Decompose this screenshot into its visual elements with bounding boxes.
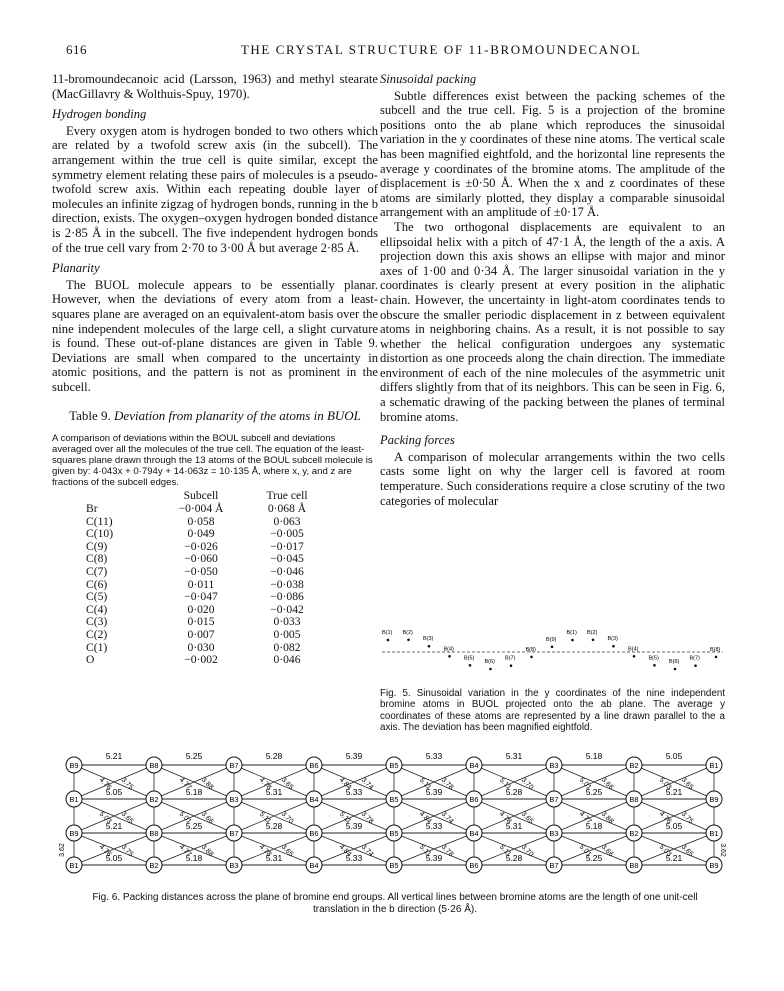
bromine-label: B(2) xyxy=(402,629,413,636)
distance-label: 5.31 xyxy=(265,787,283,797)
fig5-plot xyxy=(380,592,725,682)
distance-label: 4.77 xyxy=(177,843,193,859)
paragraph: The BUOL molecule appears to be essentially planar. However, when the deviations of every atom from a least-squares plane are averaged on an equivalent-atom basis over the nine independent molecules of the large cell, a slight curvature is found. These out-of-plane distances are given in Table 9. Deviations are small when compared to the uncertainty in atomic positions, and the pattern is not as prominent in the subcell. xyxy=(52,277,378,394)
distance-label: 3.65 xyxy=(679,776,695,792)
bromine-node-label: B1 xyxy=(69,795,79,804)
distance-label: 3.66 xyxy=(599,776,615,792)
bromine-node-label: B2 xyxy=(629,761,639,770)
distance-label: 5.39 xyxy=(345,751,363,761)
distance-label: 5.18 xyxy=(585,751,603,761)
paragraph: Every oxygen atom is hydrogen bonded to two others which are related by a twofold screw axis (in the subcell). The arrangement within the true cell is quite similar, except the symmetry element relating these pairs of molecules is a pseudo-twofold screw axis. Within each repeating double layer of molecules an infinite zigzag of hydrogen bonds, running in the b direction, exists. The oxygen–oxygen hydrogen bonded distance is 2·85 Å in the subcell. The five independent hydrogen bonds of the true cell vary from 2·70 to 3·00 Å but average 2·85 Å. xyxy=(52,123,378,255)
section-heading-sinusoidal: Sinusoidal packing xyxy=(380,72,477,86)
bromine-node-label: B9 xyxy=(709,861,719,870)
distance-label: 3.88 xyxy=(199,843,215,859)
deviation-value: 0·015 xyxy=(187,615,215,629)
deviation-value: −0·017 xyxy=(270,539,304,553)
distance-label: 3.88 xyxy=(599,810,615,826)
bromine-node-label: B2 xyxy=(149,795,159,804)
bromine-label: B(2) xyxy=(587,629,598,636)
distance-label: 5.28 xyxy=(505,853,523,863)
bromine-node-label: B8 xyxy=(629,861,639,870)
distance-label: 4.76 xyxy=(657,810,673,826)
bromine-label: B(4) xyxy=(628,646,639,653)
distance-label: 3.78 xyxy=(439,843,455,859)
bromine-node-label: B4 xyxy=(309,861,319,870)
bromine-node-label: B7 xyxy=(229,829,239,838)
table-row xyxy=(86,503,332,516)
distance-label: 3.66 xyxy=(199,810,215,826)
distance-label: 5.31 xyxy=(265,853,283,863)
table-row xyxy=(86,591,332,604)
section-heading-hydrogen-bonding: Hydrogen bonding xyxy=(52,107,147,122)
distance-label: 5.25 xyxy=(185,821,203,831)
distance-label: 5.11 xyxy=(417,776,433,792)
distance-label: 3.66 xyxy=(599,843,615,859)
distance-label: 5.03 xyxy=(97,810,113,826)
deviation-value: 0·068 Å xyxy=(267,502,307,516)
distance-label: 5.33 xyxy=(345,853,363,863)
bromine-label: B(5) xyxy=(648,655,659,662)
table-note: A comparison of deviations within the BOUL subcell and deviations averaged over all the molecules of the true cell. The equation of the least-squares plane drawn through the 13 atoms of the BOUL subcell molecule is given by: 4·043x + 0·794y + 14·063z = 10·135 Å, where x, y, and z are fractions of the subcell edges. xyxy=(52,433,373,489)
section-heading-packing-forces: Packing forces xyxy=(380,433,455,448)
table-title xyxy=(52,408,378,423)
bromine-label: B(3) xyxy=(423,636,434,643)
distance-label: 3.75 xyxy=(119,776,135,792)
atom-label: C(7) xyxy=(86,565,108,579)
distance-label: 5.33 xyxy=(425,821,443,831)
deviation-value: 0·030 xyxy=(187,640,215,654)
table-row xyxy=(86,629,332,642)
distance-label: 4.76 xyxy=(97,843,113,859)
paragraph: Subtle differences exist between the packing schemes of the subcell and the true cell. Fig. 5 is a projection of the bromine positions onto the ab plane which reproduces the sinusoidal variation in the y coordinates of these nine atoms. The vertical scale has been magnified eightfold, and the horizontal line represents the average y coordinates of the bromine atoms. The amplitude of the displacement is ±0·50 Å. When the x and z coordinates of these atoms are similarly plotted, they display a comparable sinusoidal arrangement with an amplitude of ±0·17 Å. xyxy=(380,88,725,220)
bromine-node-label: B8 xyxy=(149,829,159,838)
distance-label: 4.84 xyxy=(417,810,433,826)
distance-label: 5.18 xyxy=(185,853,203,863)
distance-label: 3.65 xyxy=(519,810,535,826)
deviation-value: 0·082 xyxy=(273,640,301,654)
atom-label: C(4) xyxy=(86,602,108,616)
distance-label: 3.70 xyxy=(519,776,535,792)
running-title: THE CRYSTAL STRUCTURE OF 11-BROMOUNDECANOL xyxy=(240,42,642,57)
fig5-caption: Fig. 5. Sinusoidal variation in the y coordinates of the nine independent bromine atoms in BUOL projected onto the ab plane. The average y coordinates of these atoms are represented by a line drawn parallel to the a axis. The deviation has been magnified eightfold. xyxy=(380,688,725,734)
bromine-label: B(4) xyxy=(443,646,454,653)
distance-label: 5.31 xyxy=(505,751,523,761)
bromine-node-label: B5 xyxy=(389,829,399,838)
paragraph: 11-bromoundecanoic acid (Larsson, 1963) and methyl stearate (MacGillavry & Wolthuis-Spuy, 1970). xyxy=(52,72,378,101)
bromine-node-label: B1 xyxy=(709,829,719,838)
distance-label: 4.78 xyxy=(497,810,513,826)
distance-label: 3.78 xyxy=(439,776,455,792)
distance-label: 3.70 xyxy=(279,810,295,826)
bromine-node-label: B6 xyxy=(469,861,479,870)
atom-label: C(2) xyxy=(86,628,108,641)
distance-label: 5.21 xyxy=(665,787,683,797)
distance-label: 4.77 xyxy=(577,810,593,826)
distance-label: 4.77 xyxy=(177,776,193,792)
distance-label: 4.84 xyxy=(337,776,353,792)
distance-label: 5.28 xyxy=(265,821,283,831)
bromine-node-label: B1 xyxy=(709,761,719,770)
distance-label: 3.65 xyxy=(679,843,695,859)
distance-label: 5.28 xyxy=(505,787,523,797)
atom-label: O xyxy=(86,653,95,667)
distance-label: 5.05 xyxy=(665,821,683,831)
distance-label: 5.03 xyxy=(657,776,673,792)
bromine-label: B(1) xyxy=(382,630,393,637)
distance-label: 3.65 xyxy=(119,810,135,826)
bromine-label: B(9) xyxy=(546,636,557,643)
bromine-point xyxy=(387,639,390,642)
bromine-node-label: B3 xyxy=(229,861,239,870)
table-number: Table 9. xyxy=(69,408,111,424)
deviation-value: 0·020 xyxy=(187,602,215,616)
distance-label: 5.39 xyxy=(345,821,363,831)
deviation-value: −0·002 xyxy=(184,653,218,667)
deviation-value: −0·086 xyxy=(270,590,304,604)
table-row xyxy=(86,654,332,667)
distance-label: 5.33 xyxy=(425,751,443,761)
distance-label: 5.11 xyxy=(337,810,353,826)
bromine-node-label: B6 xyxy=(469,795,479,804)
bromine-point xyxy=(653,664,656,667)
bromine-node-label: B9 xyxy=(69,829,79,838)
bromine-node-label: B1 xyxy=(69,861,79,870)
deviation-value: −0·005 xyxy=(270,527,304,541)
bromine-node-label: B3 xyxy=(549,829,559,838)
distance-label: 3.74 xyxy=(359,843,375,859)
bromine-label: B(8) xyxy=(710,646,721,653)
bromine-point xyxy=(469,664,472,667)
atom-label: C(9) xyxy=(86,539,108,553)
paragraph: The two orthogonal displacements are equivalent to an ellipsoidal helix with a pitch of 47·1 Å, the length of the a axis. A projection down this axis shows an ellipse with major and minor axes of 1·00 and 0·34 Å. The larger sinusoidal variation in the y coordinates is clearly present at every position in the aliphatic chain. However, the uncertainty in light-atom coordinates tends to obscure the smaller periodic displacement in z between equivalent atoms in neighboring chains. As a result, it is not possible to say whether the helical configuration undergoes any systematic distortion as one proceeds along the chain direction. The immediate environment of each of the nine molecules of the asymmetric unit differs slightly from that of its neighbors. This can be seen in Fig. 6, a schematic drawing of the packing between the planes of terminal bromine atoms. xyxy=(380,219,725,424)
bromine-node-label: B5 xyxy=(389,861,399,870)
bromine-point xyxy=(592,638,595,641)
distance-label: 5.18 xyxy=(585,821,603,831)
bromine-label: B(3) xyxy=(607,636,618,643)
bromine-node-label: B8 xyxy=(149,761,159,770)
distance-label: 5.21 xyxy=(665,853,683,863)
distance-label: 3.78 xyxy=(359,810,375,826)
bromine-node-label: B3 xyxy=(229,795,239,804)
bromine-point xyxy=(551,645,554,648)
atom-label: C(3) xyxy=(86,615,108,629)
bromine-point xyxy=(571,639,574,642)
bromine-node-label: B2 xyxy=(629,829,639,838)
bromine-node-label: B4 xyxy=(309,795,319,804)
distance-label: 5.25 xyxy=(585,787,603,797)
fig6-diagram xyxy=(60,745,725,885)
bromine-point xyxy=(674,668,677,671)
bromine-node-label: B3 xyxy=(549,761,559,770)
deviation-value: 0·049 xyxy=(187,527,215,541)
distance-label: 3.62 xyxy=(59,843,66,857)
distance-label: 3.88 xyxy=(199,776,215,792)
atom-label: C(6) xyxy=(86,577,108,591)
table-header: True cell xyxy=(266,489,308,503)
distance-label: 3.74 xyxy=(439,810,455,826)
distance-label: 4.84 xyxy=(337,843,353,859)
deviation-value: −0·060 xyxy=(184,552,218,566)
bromine-point xyxy=(448,655,451,658)
bromine-label: B(5) xyxy=(464,655,475,662)
left-column xyxy=(52,72,378,667)
bromine-label: B(6) xyxy=(484,658,495,665)
bromine-point xyxy=(715,656,718,659)
atom-label: Br xyxy=(86,502,98,516)
bromine-point xyxy=(530,656,533,659)
atom-label: C(8) xyxy=(86,552,108,566)
deviation-value: 0·007 xyxy=(187,628,215,641)
distance-label: 5.11 xyxy=(257,810,273,826)
distance-label: 3.62 xyxy=(719,843,726,857)
distance-label: 5.18 xyxy=(185,787,203,797)
page-number: 616 xyxy=(66,42,87,57)
table-row xyxy=(86,528,332,541)
table-row xyxy=(86,566,332,579)
deviation-value: −0·046 xyxy=(270,565,304,579)
distance-label: 5.39 xyxy=(425,853,443,863)
deviation-value: 0·011 xyxy=(187,577,215,591)
bromine-label: B(1) xyxy=(566,630,577,637)
atom-label: C(5) xyxy=(86,590,108,604)
table-header: Subcell xyxy=(183,489,219,503)
right-column xyxy=(380,72,725,508)
bromine-node-label: B2 xyxy=(149,861,159,870)
distance-label: 5.03 xyxy=(657,843,673,859)
distance-label: 4.78 xyxy=(257,843,273,859)
distance-label: 3.70 xyxy=(519,843,535,859)
paragraph: A comparison of molecular arrangements within the two cells casts some light on why the larger cell is favored at room temperature. Such considerations require a close scrutiny of the two categories of molecular xyxy=(380,449,725,508)
bromine-node-label: B7 xyxy=(549,795,559,804)
bromine-point xyxy=(633,655,636,658)
distance-label: 5.33 xyxy=(345,787,363,797)
bromine-node-label: B4 xyxy=(469,761,479,770)
bromine-node-label: B6 xyxy=(309,829,319,838)
bromine-point xyxy=(407,638,410,641)
deviation-value: −0·042 xyxy=(270,602,304,616)
bromine-label: B(7) xyxy=(505,655,516,662)
bromine-label: B(8) xyxy=(525,646,536,653)
atom-label: C(11) xyxy=(86,514,113,528)
distance-label: 4.76 xyxy=(97,776,113,792)
distance-label: 5.05 xyxy=(105,853,123,863)
bromine-label: B(6) xyxy=(669,658,680,665)
deviation-table xyxy=(86,490,332,666)
bromine-node-label: B9 xyxy=(709,795,719,804)
deviation-value: 0·058 xyxy=(187,514,215,528)
distance-label: 5.21 xyxy=(105,821,123,831)
bromine-node-label: B7 xyxy=(549,861,559,870)
distance-label: 5.05 xyxy=(665,751,683,761)
bromine-node-label: B5 xyxy=(389,761,399,770)
distance-label: 3.65 xyxy=(279,843,295,859)
deviation-value: 0·063 xyxy=(273,514,301,528)
distance-label: 5.11 xyxy=(497,776,513,792)
bromine-point xyxy=(489,668,492,671)
bromine-node-label: B8 xyxy=(629,795,639,804)
deviation-value: 0·033 xyxy=(273,615,301,629)
distance-label: 3.65 xyxy=(279,776,295,792)
deviation-value: −0·045 xyxy=(270,552,304,566)
bromine-node-label: B4 xyxy=(469,829,479,838)
bromine-node-label: B5 xyxy=(389,795,399,804)
distance-label: 5.01 xyxy=(577,843,593,859)
distance-label: 5.25 xyxy=(585,853,603,863)
distance-label: 5.39 xyxy=(425,787,443,797)
bromine-point xyxy=(510,664,513,667)
deviation-value: −0·026 xyxy=(184,539,218,553)
bromine-label: B(7) xyxy=(689,655,700,662)
distance-label: 5.01 xyxy=(177,810,193,826)
distance-label: 3.74 xyxy=(359,776,375,792)
atom-label: C(10) xyxy=(86,527,114,541)
distance-label: 5.01 xyxy=(577,776,593,792)
deviation-value: −0·050 xyxy=(184,565,218,579)
distance-label: 3.75 xyxy=(679,810,695,826)
deviation-value: 0·005 xyxy=(273,628,301,641)
distance-label: 5.05 xyxy=(105,787,123,797)
distance-label: 5.28 xyxy=(265,751,283,761)
distance-label: 5.25 xyxy=(185,751,203,761)
bromine-node-label: B6 xyxy=(309,761,319,770)
bromine-node-label: B9 xyxy=(69,761,79,770)
deviation-value: 0·046 xyxy=(273,653,301,667)
section-heading-planarity: Planarity xyxy=(52,261,100,276)
bromine-point xyxy=(612,645,615,648)
distance-label: 3.75 xyxy=(119,843,135,859)
distance-label: 5.11 xyxy=(417,843,433,859)
bromine-point xyxy=(428,645,431,648)
distance-label: 5.11 xyxy=(497,843,513,859)
table-caption: Deviation from planarity of the atoms in BUOL xyxy=(114,408,361,424)
deviation-value: −0·004 Å xyxy=(178,502,224,516)
bromine-node-label: B7 xyxy=(229,761,239,770)
distance-label: 5.31 xyxy=(505,821,523,831)
deviation-value: −0·047 xyxy=(184,590,218,604)
distance-label: 5.21 xyxy=(105,751,123,761)
bromine-point xyxy=(694,664,697,667)
atom-label: C(1) xyxy=(86,640,108,654)
deviation-value: −0·038 xyxy=(270,577,304,591)
distance-label: 4.78 xyxy=(257,776,273,792)
fig6-caption: Fig. 6. Packing distances across the plane of bromine end groups. All vertical lines between bromine atoms are the length of one unit-cell translation in the b direction (5·26 Å). xyxy=(92,892,698,915)
